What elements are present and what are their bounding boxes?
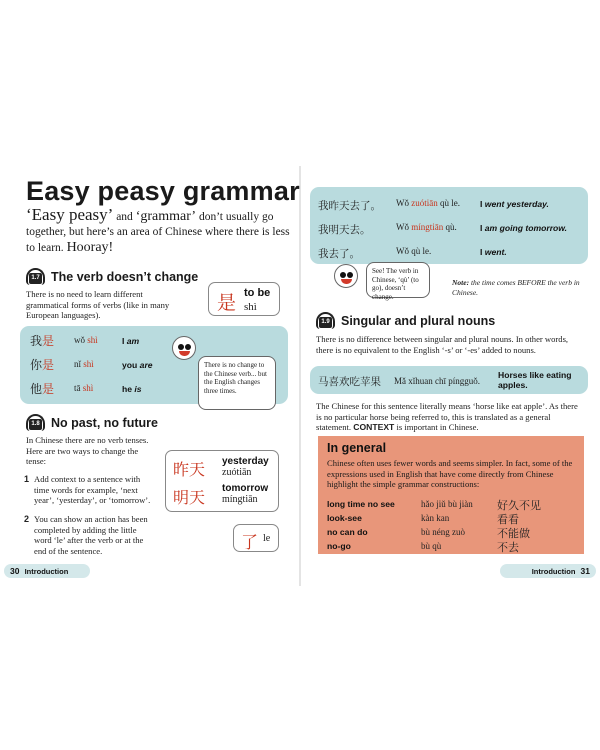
english-part: I (480, 199, 485, 209)
page-footer-right (500, 564, 596, 578)
section-explanation (316, 401, 584, 433)
english-pronoun: he (122, 384, 135, 394)
vocab-pinyin: le (263, 533, 271, 544)
chinese-pronoun: 他 (30, 382, 43, 396)
section-title: The verb doesn’t change (51, 269, 199, 284)
example-english: Horses like eating apples. (498, 370, 572, 390)
expression-pinyin: bù néng zuò (421, 527, 465, 537)
list-text: You can show an action has been completed by adding the little word ‘le’ after the verb or at the end of the sentence. (34, 514, 148, 556)
section-title: No past, no future (51, 415, 158, 430)
in-general-box (318, 436, 584, 554)
audio-track-number: 1.7 (29, 273, 42, 284)
list-text: Add context to a sentence with time words for example, ‘next year’, ‘yesterday’, or ‘tomorrow’. (34, 474, 151, 505)
page-gutter (299, 166, 301, 586)
english-part: am going tomorrow. (484, 223, 568, 233)
vocab-english: yesterday (222, 456, 269, 467)
chinese-verb: 是 (42, 334, 55, 348)
explanation-text: is important in Chinese. (394, 422, 479, 432)
explanation-text: The Chinese for this sentence literally means ‘horse like eat apple’. As there is no particular horse being referred to, this is translated as a general statement. (316, 401, 578, 432)
page-footer-left (4, 564, 90, 578)
example-pinyin: Wǒ qù le. (396, 246, 432, 256)
pinyin-verb: shì (87, 335, 98, 345)
expression-chinese: 好久不见 (497, 499, 541, 512)
page-number: 31 (580, 566, 590, 576)
english-part: I (480, 223, 485, 233)
note-body: the time comes BEFORE the verb in Chinese. (452, 278, 580, 297)
examples-panel (310, 187, 588, 264)
section-title: Singular and plural nouns (341, 313, 496, 328)
time-words-card (165, 450, 279, 512)
page-title: Easy peasy grammar (26, 176, 300, 206)
vocab-card-le (233, 524, 279, 552)
english-part: went. (484, 247, 507, 257)
example-english (480, 247, 507, 257)
example-chinese: 马喜欢吃苹果 (318, 376, 381, 388)
subtitle-part: don’t usually go together, but here’s an area of Chinese where there is less to learn. (26, 211, 290, 254)
table-row (318, 244, 360, 262)
list-item (26, 474, 156, 506)
pinyin-time: míngtiān (411, 222, 444, 232)
expression-chinese: 不能做 (497, 527, 530, 540)
vocab-english: to be (244, 287, 271, 299)
example-english (480, 223, 567, 233)
section-body: There is no need to learn different grammatical forms of verbs (like in many European languages). (26, 289, 170, 320)
example-chinese: 我明天去。 (318, 224, 371, 236)
box-heading: In general (327, 441, 387, 455)
footer-label: Introduction (531, 567, 576, 576)
section-heading-1-8 (26, 414, 158, 431)
expression-english: long time no see (327, 499, 395, 509)
subtitle-part: ‘Easy peasy’ (26, 205, 114, 224)
example-chinese: 我去了。 (318, 248, 360, 260)
table-row (30, 332, 54, 350)
example-pinyin (396, 222, 457, 232)
example-chinese: 我昨天去了。 (318, 200, 381, 212)
pinyin-part: qù. (443, 222, 457, 232)
headphones-icon[interactable] (26, 414, 45, 431)
pinyin-pronoun: tā (74, 383, 83, 393)
vocab-pinyin: míngtiān (222, 494, 258, 505)
pinyin-pronoun: nǐ (74, 359, 84, 369)
list-item (26, 514, 156, 556)
expression-english: look-see (327, 513, 362, 523)
english-verb: are (139, 360, 153, 370)
pinyin-cell (74, 383, 93, 393)
pinyin-verb: shì (83, 359, 94, 369)
headphones-icon[interactable] (26, 268, 45, 285)
pinyin-part: qù le. (437, 198, 460, 208)
english-part: went yesterday. (484, 199, 549, 209)
pinyin-part: Wǒ (396, 222, 412, 232)
example-english (480, 199, 549, 209)
pinyin-cell (74, 359, 94, 369)
subtitle-part: ‘grammar’ (135, 209, 197, 224)
note-label: Note: (452, 278, 470, 287)
section-heading-1-9 (316, 312, 495, 329)
chinese-pronoun: 你 (30, 358, 43, 372)
english-cell (122, 360, 153, 370)
english-cell (122, 384, 142, 394)
section-intro: In Chinese there are no verb tenses. Here are two ways to change the tense: (26, 435, 149, 466)
vocab-pinyin: zuótiān (222, 467, 252, 478)
english-cell (122, 336, 139, 346)
pinyin-time: zuótiān (411, 198, 438, 208)
section-body: There is no difference between singular and plural nouns. In other words, there is no equivalent to the English ‘-s’ or ‘-es’ added to nouns. (316, 334, 569, 355)
expression-pinyin: bù qù (421, 541, 442, 551)
pinyin-part: Wǒ (396, 198, 412, 208)
footer-label: Introduction (24, 567, 69, 576)
vocab-english: tomorrow (222, 483, 269, 494)
vocab-card-to-be (208, 282, 280, 316)
explanation-emphasis: CONTEXT (353, 422, 395, 432)
expression-pinyin: kàn kan (421, 513, 450, 523)
box-body: Chinese often uses fewer words and seems simpler. In fact, some of the expressions used in English that have come directly from Chinese highlight the simple grammar constructions: (327, 458, 573, 489)
page-subtitle (26, 207, 294, 256)
audio-track-number: 1.8 (29, 419, 42, 430)
vocab-chinese: 是 (217, 292, 237, 314)
note-text (452, 278, 584, 298)
audio-track-number: 1.9 (319, 317, 332, 328)
expression-english: no-go (327, 541, 351, 551)
speech-bubble: There is no change to the Chinese verb... but the English changes three times. (198, 356, 276, 410)
pinyin-pronoun: wǒ (74, 335, 88, 345)
table-row (30, 380, 54, 398)
vocab-chinese: 了 (241, 533, 258, 553)
horse-example-panel (310, 366, 588, 394)
english-pronoun: you (122, 360, 140, 370)
headphones-icon[interactable] (316, 312, 335, 329)
smiley-face-icon (172, 336, 196, 360)
example-pinyin: Mǎ xǐhuan chī píngguǒ. (394, 376, 480, 386)
expression-english: no can do (327, 527, 368, 537)
chinese-verb: 是 (42, 382, 55, 396)
speech-bubble: See! The verb in Chinese, ‘qù’ (to go), doesn’t change. (366, 262, 430, 298)
chinese-pronoun: 我 (30, 334, 43, 348)
list-number: 2 (24, 514, 30, 524)
expression-chinese: 不去 (497, 541, 519, 554)
subtitle-part: Hooray! (66, 240, 114, 255)
english-verb: am (126, 336, 140, 346)
smiley-face-icon (334, 264, 358, 288)
expression-pinyin: hǎo jiǔ bù jiàn (421, 499, 473, 509)
chinese-verb: 是 (42, 358, 55, 372)
pinyin-verb: shì (82, 383, 94, 393)
english-part: I (480, 247, 485, 257)
english-pronoun: I (122, 336, 127, 346)
subtitle-part: and (113, 211, 136, 223)
vocab-chinese: 明天 (173, 488, 206, 507)
table-row (318, 220, 371, 238)
table-row (318, 196, 381, 214)
example-pinyin (396, 198, 460, 208)
vocab-chinese: 昨天 (173, 460, 206, 479)
expression-chinese: 看看 (497, 513, 519, 526)
pinyin-cell (74, 335, 98, 345)
list-number: 1 (24, 474, 30, 484)
vocab-pinyin: shì (244, 301, 257, 313)
table-row (30, 356, 54, 374)
page-number: 30 (10, 566, 20, 576)
english-verb: is (134, 384, 142, 394)
section-heading-1-7 (26, 268, 198, 285)
